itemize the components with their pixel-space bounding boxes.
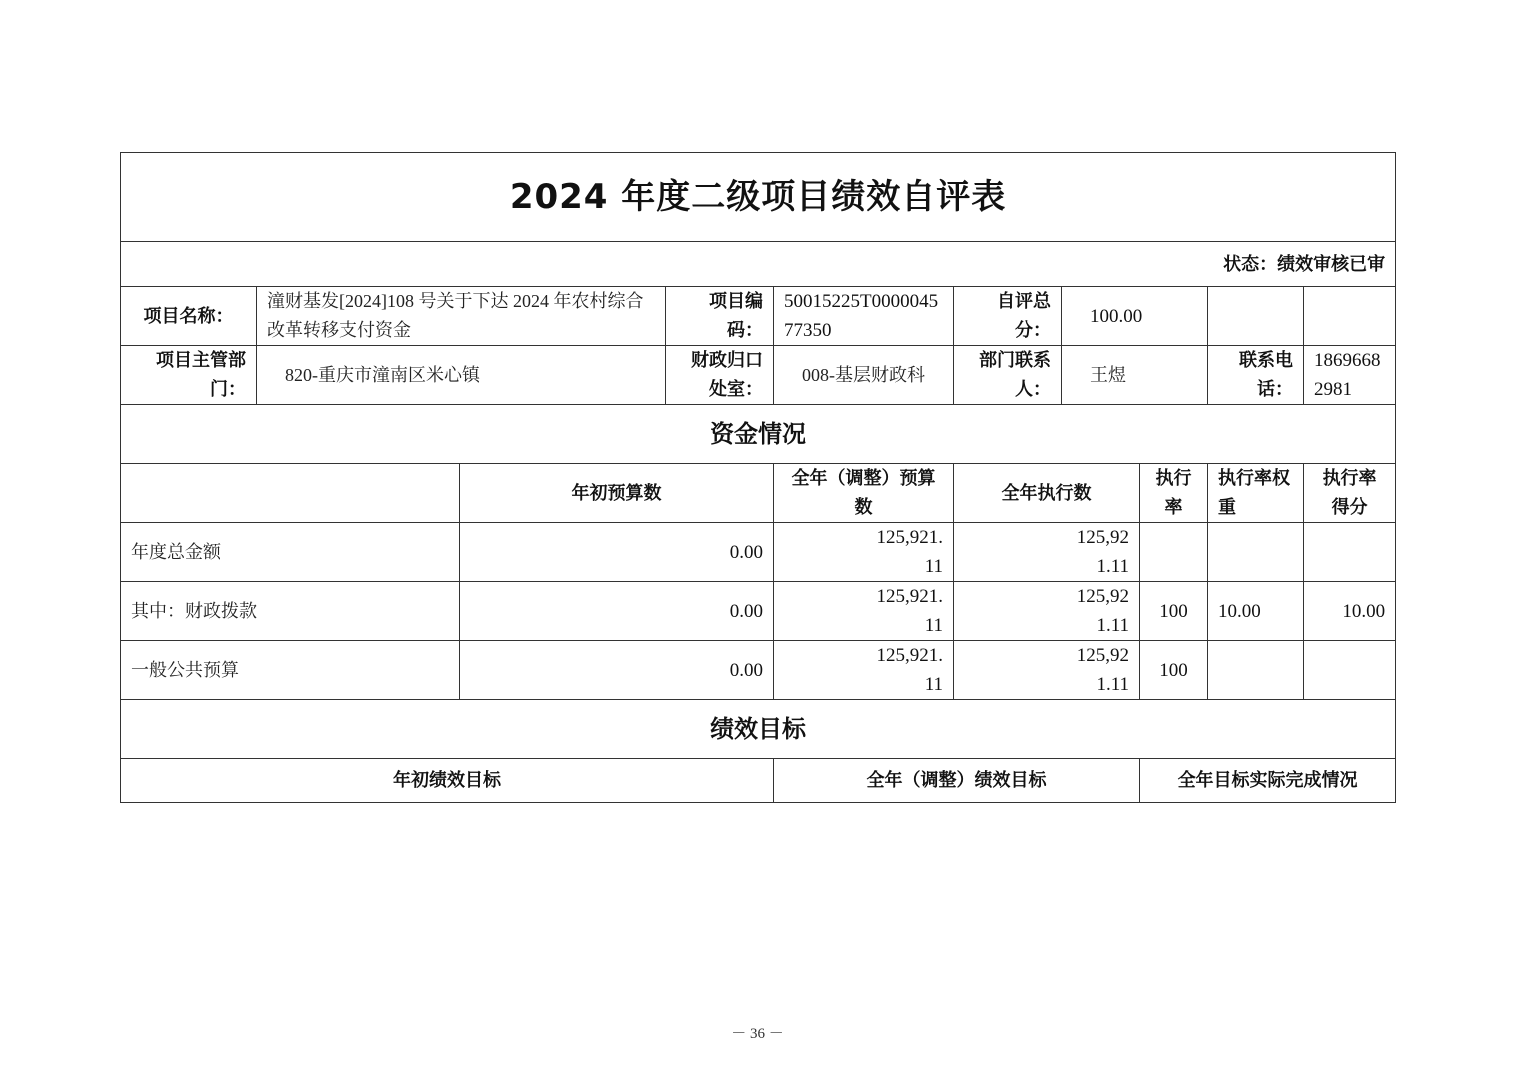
row-executed: 125,921.11 (954, 582, 1140, 641)
funds-header-score: 执行率得分 (1304, 464, 1396, 523)
row-adjusted: 125,921.11 (774, 641, 954, 700)
row-adjusted: 125,921.11 (774, 582, 954, 641)
evaluation-table (120, 152, 1396, 803)
funds-header-weight: 执行率权重 (1208, 464, 1304, 523)
funds-header-rate: 执行率 (1140, 464, 1208, 523)
goals-header-initial: 年初绩效目标 (121, 759, 774, 803)
dept-label: 项目主管部门： (121, 346, 257, 405)
row-score (1304, 523, 1396, 582)
row-rate: 100 (1140, 582, 1208, 641)
goals-header-adjusted: 全年（调整）绩效目标 (774, 759, 1140, 803)
contact-value: 王煜 (1062, 346, 1208, 405)
row-weight (1208, 641, 1304, 700)
contact-label: 部门联系人： (954, 346, 1062, 405)
funds-section-title: 资金情况 (121, 405, 1396, 464)
row-adjusted: 125,921.11 (774, 523, 954, 582)
row-initial: 0.00 (460, 582, 774, 641)
project-name-label: 项目名称： (121, 287, 257, 346)
empty-cell (1304, 287, 1396, 346)
dept-value: 820-重庆市潼南区米心镇 (257, 346, 666, 405)
row-initial: 0.00 (460, 523, 774, 582)
row-weight: 10.00 (1208, 582, 1304, 641)
table-row (121, 582, 1396, 641)
page-number: － 36 － (731, 1026, 784, 1042)
project-code-label: 项目编码： (666, 287, 774, 346)
row-label: 年度总金额 (121, 523, 460, 582)
self-score-label: 自评总分： (954, 287, 1062, 346)
project-code-value: 50015225T000004577350 (774, 287, 954, 346)
funds-header-adjusted: 全年（调整）预算数 (774, 464, 954, 523)
row-weight (1208, 523, 1304, 582)
table-row (121, 641, 1396, 700)
row-label: 其中：财政拨款 (121, 582, 460, 641)
page-title: 2024 年度二级项目绩效自评表 (121, 153, 1396, 242)
goals-header-actual: 全年目标实际完成情况 (1140, 759, 1396, 803)
funds-header-executed: 全年执行数 (954, 464, 1140, 523)
row-score (1304, 641, 1396, 700)
funds-header-blank (121, 464, 460, 523)
table-row (121, 523, 1396, 582)
row-label: 一般公共预算 (121, 641, 460, 700)
empty-cell (1208, 287, 1304, 346)
row-rate (1140, 523, 1208, 582)
finance-office-value: 008-基层财政科 (774, 346, 954, 405)
row-score: 10.00 (1304, 582, 1396, 641)
row-executed: 125,921.11 (954, 641, 1140, 700)
goals-section-title: 绩效目标 (121, 700, 1396, 759)
row-executed: 125,921.11 (954, 523, 1140, 582)
self-score-value: 100.00 (1062, 287, 1208, 346)
row-rate: 100 (1140, 641, 1208, 700)
phone-label: 联系电话： (1208, 346, 1304, 405)
phone-value: 18696682981 (1304, 346, 1396, 405)
row-initial: 0.00 (460, 641, 774, 700)
status-text: 状态：绩效审核已审 (121, 242, 1396, 287)
finance-office-label: 财政归口处室： (666, 346, 774, 405)
funds-header-initial: 年初预算数 (460, 464, 774, 523)
project-name-value: 潼财基发[2024]108 号关于下达 2024 年农村综合改革转移支付资金 (257, 287, 666, 346)
